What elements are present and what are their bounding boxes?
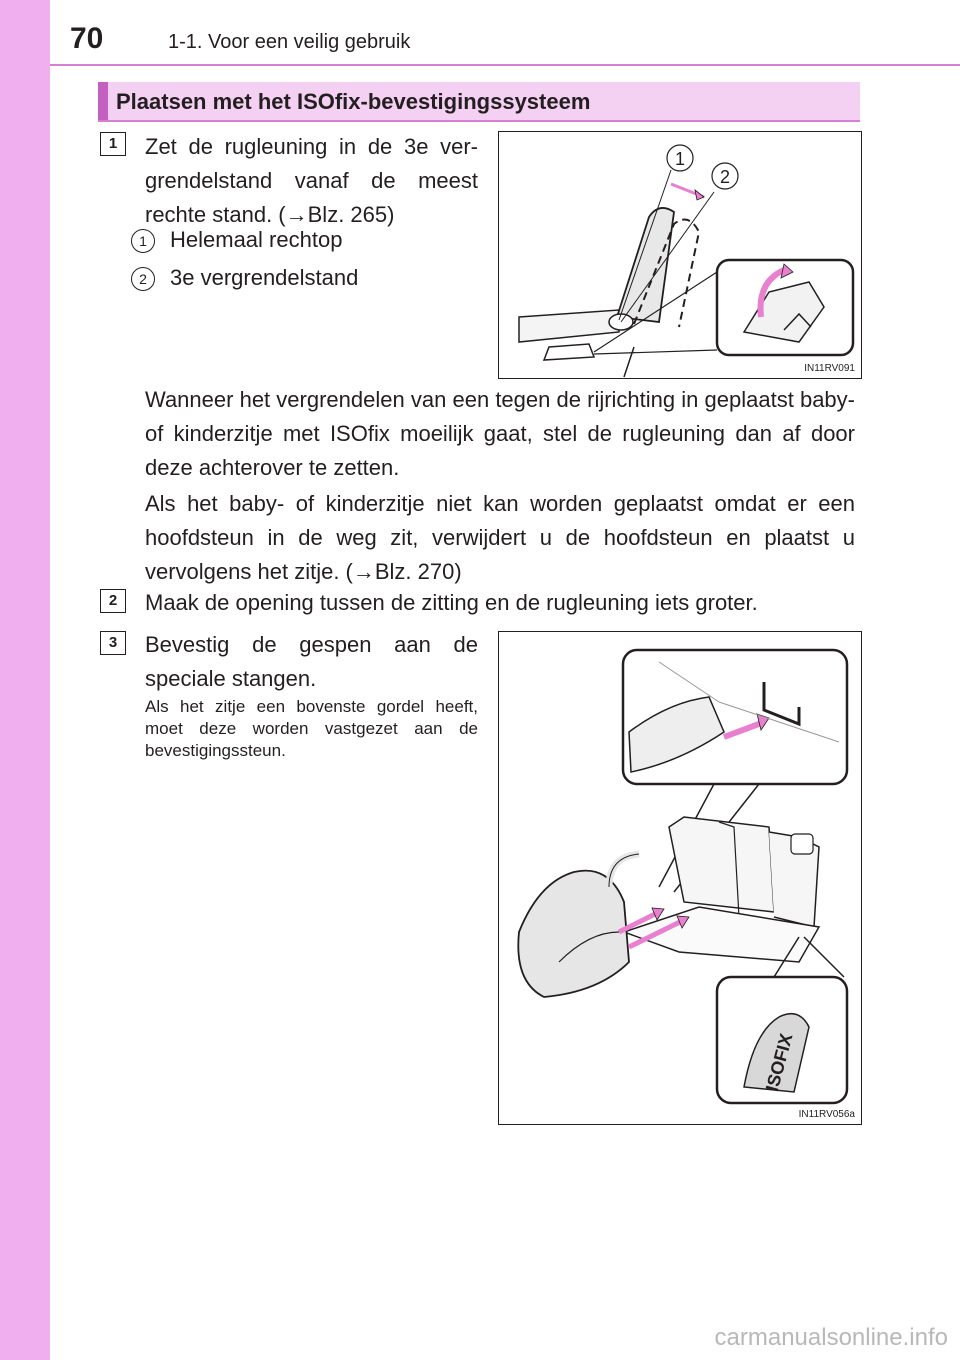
page-number: 70 <box>70 22 104 55</box>
callout-1: 1 <box>674 149 686 169</box>
callout-2: 2 <box>719 167 731 187</box>
step3-text: Bevestig de gespen aan de speciale stangen. <box>145 632 478 691</box>
step1-note-1: Wanneer het vergrendelen van een tegen de rijrichting in geplaatst baby- of kinderzitje met ISOfix moeilijk gaat, stel de rugleuning dan af door deze achterover te zetten. <box>145 387 855 480</box>
watermark: carmanualsonline.info <box>714 1324 948 1351</box>
step1-note-2: Als het baby- of kinderzitje niet kan worden geplaatst omdat er een hoofdsteun in de weg zit, verwijdert u de hoofdsteun en plaatst u vervolgens het zitje. (→Blz. 270) <box>145 491 855 584</box>
item-label-2: 3e vergrendelstand <box>170 265 359 290</box>
step-number-2: 2 <box>100 589 126 613</box>
figure-isofix-install <box>498 631 862 1125</box>
section-marker <box>98 82 108 120</box>
figure1-code: IN11RV091 <box>804 363 855 374</box>
figure2-code: IN11RV056a <box>798 1109 855 1120</box>
seat-recline-illustration <box>499 132 861 378</box>
step-number-3: 3 <box>100 631 126 655</box>
item-number-1: 1 <box>131 229 155 253</box>
step3-note: Als het zitje een bovenste gordel heeft, moet deze worden vastgezet aan de bevestigingssteun. <box>145 697 478 760</box>
step-number-1: 1 <box>100 132 126 156</box>
side-strip <box>0 0 50 1360</box>
isofix-tag-text: ISOFIX <box>761 1031 797 1094</box>
figure-seat-recline <box>498 131 862 379</box>
header-rule <box>50 64 960 66</box>
item-number-2: 2 <box>131 267 155 291</box>
item-label-1: Helemaal rechtop <box>170 227 343 252</box>
step1-text: Zet de rugleuning in de 3e ver-grendelstand vanaf de meest rechte stand. (→Blz. 265) <box>145 134 478 227</box>
section-header <box>98 82 860 122</box>
isofix-illustration <box>499 632 861 1124</box>
section-title: Plaatsen met het ISOfix-bevestigingssysteem <box>116 89 591 114</box>
step2-text: Maak de opening tussen de zitting en de rugleuning iets groter. <box>145 590 758 615</box>
chapter-title: 1-1. Voor een veilig gebruik <box>168 31 411 53</box>
